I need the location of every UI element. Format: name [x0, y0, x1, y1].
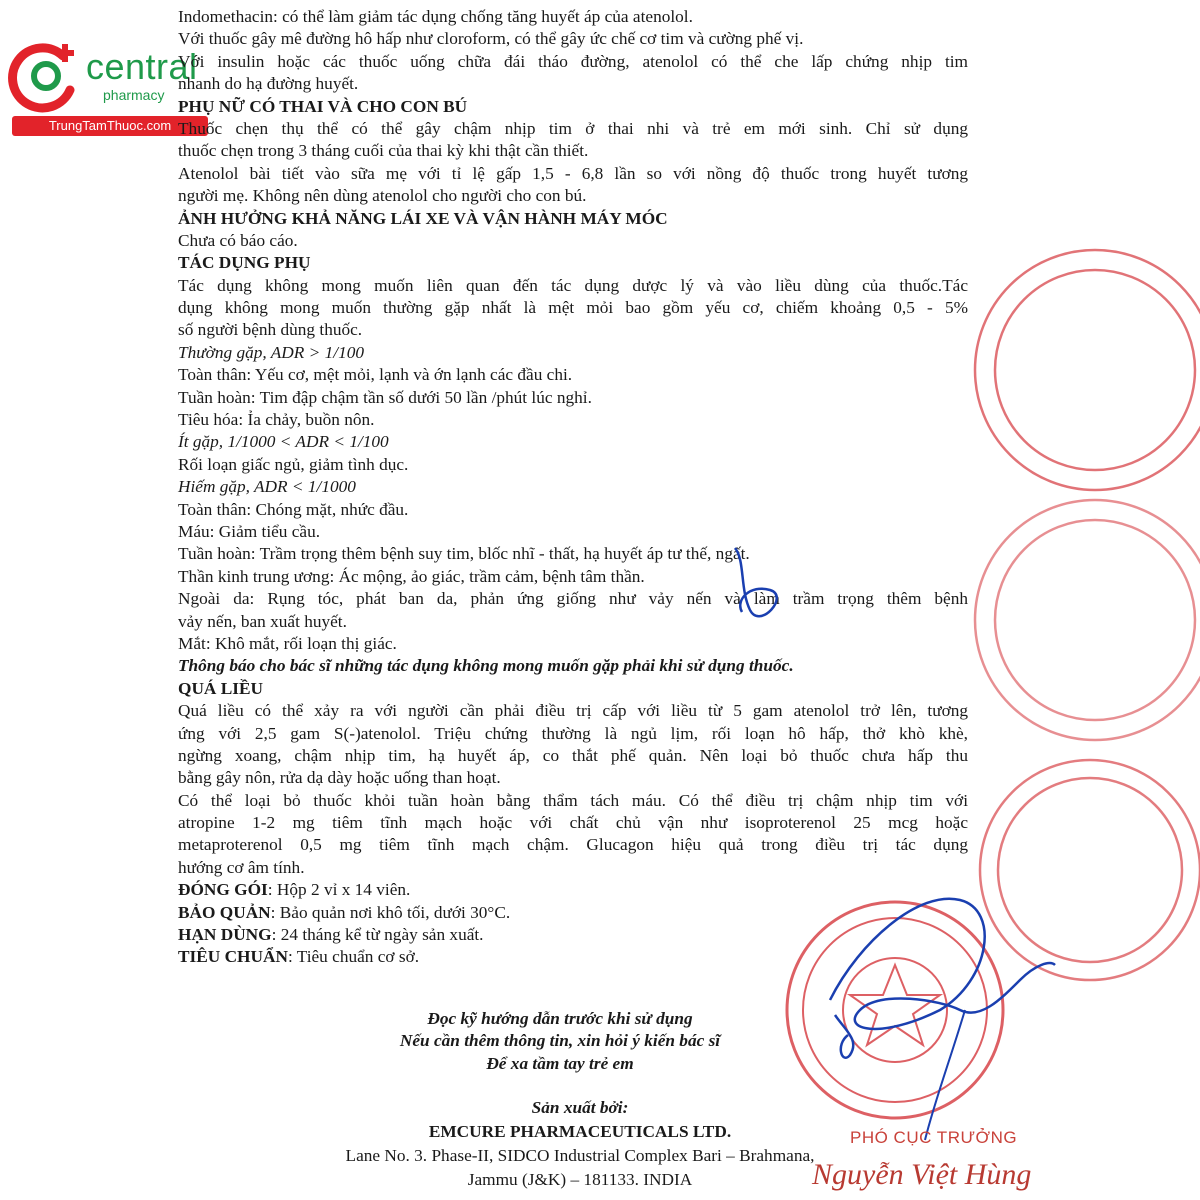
- body-line: dụng không mong muốn thường gặp nhất là mệt mỏi bao gồm yếu cơ, chiếm khoảng 0,5 - 5%: [178, 298, 968, 318]
- body-line: Tuần hoàn: Trầm trọng thêm bệnh suy tim, blốc nhĩ - thất, hạ huyết áp tư thế, ngất.: [178, 544, 750, 564]
- body-line: atropine 1-2 mg tiêm tĩnh mạch hoặc với chất chủ vận như isoproterenol 25 mcg hoặc: [178, 813, 968, 833]
- spec-label: TIÊU CHUẨN: [178, 947, 288, 967]
- body-line: nhanh do hạ đường huyết.: [178, 74, 359, 94]
- logo-mark-icon: [8, 38, 88, 118]
- company-seal-middle: [975, 500, 1200, 740]
- body-line: Hiếm gặp, ADR < 1/1000: [178, 477, 356, 497]
- body-line: vảy nến, ban xuất huyết.: [178, 611, 347, 631]
- spec-label: HẠN DÙNG: [178, 925, 272, 945]
- body-line: Toàn thân: Yếu cơ, mệt mỏi, lạnh và ớn lạnh các đầu chi.: [178, 365, 573, 385]
- spec-label: ĐÓNG GÓI: [178, 880, 268, 900]
- body-line: Rối loạn giấc ngủ, giảm tình dục.: [178, 454, 409, 474]
- manufacturer-address-2: Jammu (J&K) – 181133. INDIA: [467, 1170, 693, 1189]
- body-line: Quá liều có thể xảy ra với người cần phải điều trị cấp với liều từ 5 gam atenolol trở lên, tương: [178, 701, 968, 721]
- spec-value: : Bảo quản nơi khô tối, dưới 30°C.: [270, 902, 511, 922]
- deputy-name: Nguyễn Việt Hùng: [812, 1158, 1032, 1191]
- section-heading: TÁC DỤNG PHỤ: [178, 253, 311, 273]
- spec-label: BẢO QUẢN: [178, 902, 271, 922]
- body-line: Thông báo cho bác sĩ những tác dụng không mong muốn gặp phải khi sử dụng thuốc.: [178, 656, 794, 676]
- body-line: Tác dụng không mong muốn liên quan đến tác dụng dược lý và vào liều dùng của thuốc.Tác: [178, 275, 968, 295]
- body-line: Với thuốc gây mê đường hô hấp như cloroform, có thể gây ức chế cơ tim và cường phế vị.: [178, 29, 804, 49]
- logo-brand-text: central: [86, 46, 198, 87]
- body-line: Tiêu hóa: Ỉa chảy, buồn nôn.: [178, 410, 375, 430]
- spec-value: : 24 tháng kể từ ngày sản xuất.: [271, 925, 484, 945]
- body-line: metaproterenol 0,5 mg tiêm tĩnh mạch chậm. Glucagon hiệu quả trong điều trị tác dụng: [178, 835, 968, 855]
- body-line: Chưa có báo cáo.: [178, 230, 298, 250]
- body-line: Ngoài da: Rụng tóc, phát ban da, phản ứng giống như vảy nến và làm trầm trọng thêm bệnh: [178, 589, 968, 609]
- body-line: thuốc chẹn trong 3 tháng cuối của thai kỳ khi thật cần thiết.: [178, 141, 589, 161]
- company-seal-bottom: [980, 760, 1200, 980]
- closing-line: Để xa tầm tay trẻ em: [486, 1053, 634, 1073]
- body-line: Tuần hoàn: Tim đập chậm tần số dưới 50 lần /phút lúc nghỉ.: [178, 387, 592, 407]
- body-line: bằng gây nôn, rửa dạ dày hoặc uống than hoạt.: [178, 768, 501, 788]
- body-line: Atenolol bài tiết vào sữa mẹ với tỉ lệ gấp 1,5 - 6,8 lần so với nồng độ thuốc trong huyết tương: [178, 163, 968, 183]
- body-line: Có thể loại bỏ thuốc khỏi tuần hoàn bằng thẩm tách máu. Có thể điều trị chậm nhịp tim với: [178, 790, 968, 810]
- closing-notes: [330, 1008, 790, 1075]
- signature-flourish: [835, 1015, 853, 1058]
- closing-line: Nếu cần thêm thông tin, xin hỏi ý kiến bác sĩ: [399, 1031, 721, 1051]
- section-heading: PHỤ NỮ CÓ THAI VÀ CHO CON BÚ: [178, 96, 468, 116]
- section-heading: QUÁ LIỀU: [178, 678, 263, 698]
- spec-line: [178, 946, 968, 968]
- body-line: ngừng xoang, chậm nhịp tim, hạ huyết áp, co thắt phế quản. Nên loại bỏ thuốc chưa hấp thu: [178, 745, 968, 765]
- spec-value: : Hộp 2 vỉ x 14 viên.: [267, 880, 411, 900]
- body-line: Với insulin hoặc các thuốc uống chữa đái tháo đường, atenolol có thể che lấp chứng nhịp tim: [178, 51, 968, 71]
- section-heading: ẢNH HƯỞNG KHẢ NĂNG LÁI XE VÀ VẬN HÀNH MÁY MÓC: [178, 208, 668, 228]
- manufacturer-block: [300, 1096, 860, 1192]
- body-line: ứng với 2,5 gam S(-)atenolol. Triệu chứng thường là ngủ lịm, rối loạn hô hấp, thở khò khè,: [178, 723, 968, 743]
- deputy-title: PHÓ CỤC TRƯỞNG: [850, 1128, 1018, 1147]
- spec-line: [178, 879, 968, 901]
- body-line: Thần kinh trung ương: Ác mộng, ảo giác, trầm cảm, bệnh tâm thần.: [178, 566, 645, 586]
- spec-value: : Tiêu chuẩn cơ sở.: [287, 947, 420, 967]
- body-line: Máu: Giảm tiểu cầu.: [178, 521, 321, 541]
- logo-url-banner[interactable]: TrungTamThuoc.com: [12, 116, 208, 136]
- body-line: hướng cơ âm tính.: [178, 857, 305, 877]
- body-line: Mắt: Khô mắt, rối loạn thị giác.: [178, 633, 397, 653]
- manufacturer-address-1: Lane No. 3. Phase-II, SIDCO Industrial Complex Bari – Brahmana,: [345, 1146, 815, 1165]
- manufacturer-by: Sản xuất bởi:: [531, 1098, 629, 1117]
- closing-line: Đọc kỹ hướng dẫn trước khi sử dụng: [427, 1009, 693, 1028]
- manufacturer-name: EMCURE PHARMACEUTICALS LTD.: [428, 1122, 732, 1141]
- body-line: Toàn thân: Chóng mặt, nhức đầu.: [178, 499, 409, 519]
- body-line: Thường gặp, ADR > 1/100: [178, 342, 365, 362]
- spec-line: [178, 924, 968, 946]
- body-line: Indomethacin: có thể làm giảm tác dụng chống tăng huyết áp của atenolol.: [178, 7, 693, 26]
- body-line: người mẹ. Không nên dùng atenolol cho người cho con bú.: [178, 186, 587, 206]
- signature-stroke: [925, 1010, 965, 1140]
- spec-line: [178, 902, 968, 924]
- body-line: số người bệnh dùng thuốc.: [178, 320, 363, 340]
- body-line: Ít gặp, 1/1000 < ADR < 1/100: [178, 432, 389, 452]
- body-line: Thuốc chẹn thụ thể có thể gây chậm nhịp tim ở thai nhi và trẻ em mới sinh. Chỉ sử dụng: [178, 118, 968, 138]
- logo-sub-text: pharmacy: [103, 87, 165, 103]
- leaflet-body: [178, 6, 968, 969]
- company-seal-top: [975, 250, 1200, 490]
